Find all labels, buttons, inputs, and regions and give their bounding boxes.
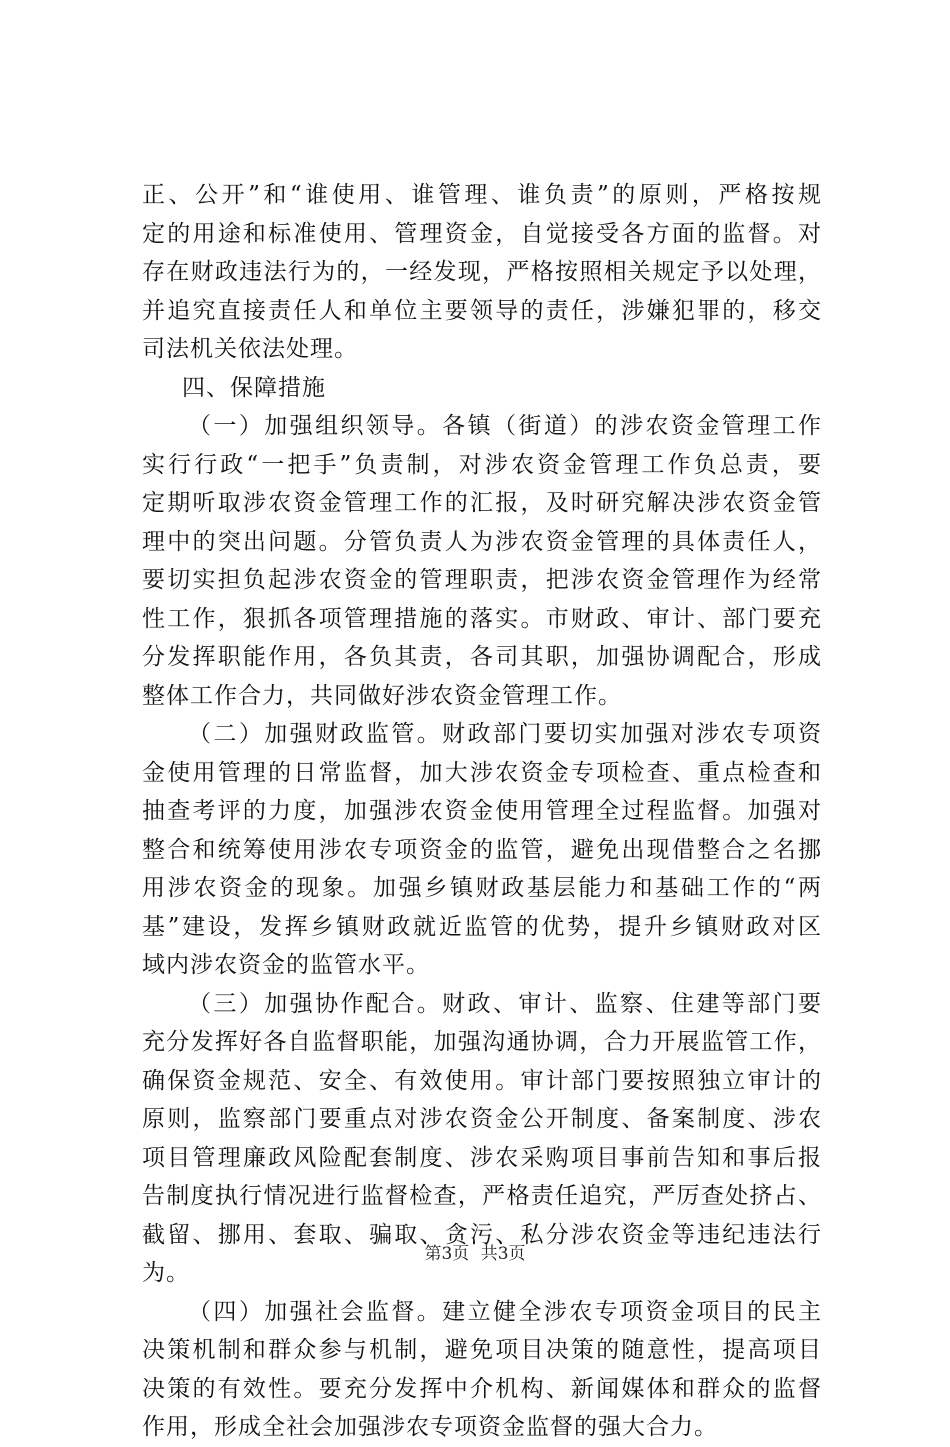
text-line: 司法机关依法处理。 xyxy=(142,336,358,362)
text-line: 定期听取涉农资金管理工作的汇报，及时研究解决涉农资金管 xyxy=(142,490,822,516)
text-line: 基”建设，发挥乡镇财政就近监管的优势，提升乡镇财政对区 xyxy=(142,913,822,940)
text-line: 为。 xyxy=(142,1260,190,1286)
page-number-current: 第3页 xyxy=(424,1244,470,1264)
paragraph-first-line: （三）加强协作配合。财政、审计、监察、住建等部门要 xyxy=(188,990,822,1017)
text-line: 决策机制和群众参与机制，避免项目决策的随意性，提高项目 xyxy=(142,1337,822,1363)
text-line: 整体工作合力，共同做好涉农资金管理工作。 xyxy=(142,682,622,709)
text-line: 性工作，狠抓各项管理措施的落实。市财政、审计、部门要充 xyxy=(142,605,822,632)
paragraph-first-line: （二）加强财政监管。财政部门要切实加强对涉农专项资 xyxy=(188,721,822,747)
text-line: 告制度执行情况进行监督检查，严格责任追究，严厉查处挤占、 xyxy=(142,1183,822,1209)
text-line: 金使用管理的日常监督，加大涉农资金专项检查、重点检查和 xyxy=(142,759,822,786)
text-line: 充分发挥好各自监督职能，加强沟通协调，合力开展监管工作， xyxy=(142,1029,822,1055)
text-line: 分发挥职能作用，各负其责，各司其职，加强协调配合，形成 xyxy=(142,644,822,670)
text-line: 原则，监察部门要重点对涉农资金公开制度、备案制度、涉农 xyxy=(142,1106,822,1132)
text-line: 域内涉农资金的监管水平。 xyxy=(142,952,430,978)
text-line: 理中的突出问题。分管负责人为涉农资金管理的具体责任人， xyxy=(142,528,822,555)
text-line: 项目管理廉政风险配套制度、涉农采购项目事前告知和事后报 xyxy=(142,1144,822,1171)
text-line: 存在财政违法行为的，一经发现，严格按照相关规定予以处理， xyxy=(142,259,822,285)
text-line: 整合和统筹使用涉农专项资金的监管，避免出现借整合之名挪 xyxy=(142,836,822,863)
text-line: 作用，形成全社会加强涉农专项资金监督的强大合力。 xyxy=(142,1414,718,1440)
text-line: 实行行政“一把手”负责制，对涉农资金管理工作负总责，要 xyxy=(142,451,822,478)
page-footer xyxy=(0,1243,950,1265)
text-line: 要切实担负起涉农资金的管理职责，把涉农资金管理作为经常 xyxy=(142,567,822,593)
text-line: 用涉农资金的现象。加强乡镇财政基层能力和基础工作的“两 xyxy=(142,875,822,901)
paragraph-first-line: （一）加强组织领导。各镇（街道）的涉农资金管理工作 xyxy=(188,413,822,439)
text-line: 并追究直接责任人和单位主要领导的责任，涉嫌犯罪的，移交 xyxy=(142,297,822,324)
text-line: 正、公开”和“谁使用、谁管理、谁负责”的原则，严格按规 xyxy=(142,182,822,208)
section-heading: 四、保障措施 xyxy=(182,374,326,401)
text-line: 决策的有效性。要充分发挥中介机构、新闻媒体和群众的监督 xyxy=(142,1375,822,1402)
text-line: 截留、挪用、套取、骗取、贪污、私分涉农资金等违纪违法行 xyxy=(142,1221,822,1248)
text-line: 确保资金规范、安全、有效使用。审计部门要按照独立审计的 xyxy=(142,1067,822,1094)
paragraph-first-line: （四）加强社会监督。建立健全涉农专项资金项目的民主 xyxy=(188,1298,822,1325)
text-line: 定的用途和标准使用、管理资金，自觉接受各方面的监督。对 xyxy=(142,220,822,247)
text-line: 抽查考评的力度，加强涉农资金使用管理全过程监督。加强对 xyxy=(142,798,822,824)
page-number-total: 共3页 xyxy=(480,1244,526,1264)
